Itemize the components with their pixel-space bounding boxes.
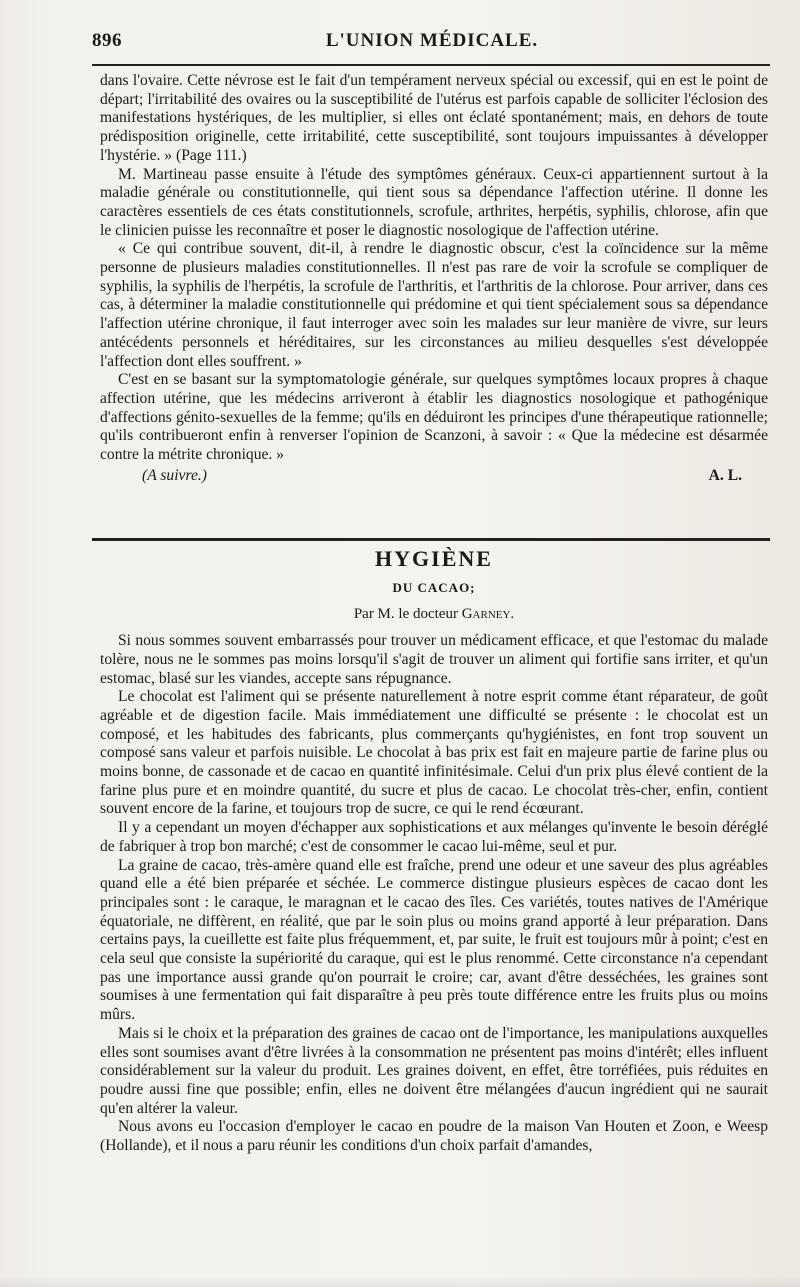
article-paragraph: Le chocolat est l'aliment qui se présente naturellement à notre esprit comme étant réparateur, de goût agréable et de digestion facile. Mais immédiatement une difficulté se présente : le chocolat est un composé, et les habitudes des fabricants, plus commerçants qu'hygiénistes, en font trop souvent un composé sans valeur et parfois nuisible. Le chocolat à bas prix est fait en majeure partie de farine plus ou moins bonne, de cassonade et de cacao en quantité infinitésimale. Celui d'un prix plus élevé contient de la farine plus pure et en moindre quantité, du sucre et plus de cacao. Le chocolat très-cher, enfin, contient souvent encore de la farine, et toujours trop de sucre, ce qui le rend écœurant. xyxy=(100,688,768,818)
hygiene-article xyxy=(100,540,768,1156)
section-title: HYGIÈNE xyxy=(375,546,493,571)
author-initials: A. L. xyxy=(708,466,742,484)
article-paragraph: M. Martineau passe ensuite à l'étude des symptômes généraux. Ceux-ci appartiennent surtout à la maladie générale ou constitutionnelle, qui tient sous sa dépendance l'affection utérine. Il donne les caractères essentiels de ces états constitutionnels, scrofule, arthrites, herpétis, syphilis, chlorose, afin que le clinicien puisse les reconnaître et poser le diagnostic nosologique de l'affection utérine. xyxy=(100,165,768,239)
to-follow-note: (A suivre.) xyxy=(142,466,207,484)
page-number: 896 xyxy=(92,30,122,51)
article-paragraph: « Ce qui contribue souvent, dit-il, à rendre le diagnostic obscur, c'est la coïncidence sur la même personne de plusieurs maladies constitutionnelles. Il n'est pas rare de voir la scrofule se compliquer de syphilis, la syphilis de l'herpétis, la scrofule de l'arthritis, et l'arthritis de la chlorose. Pour arriver, dans ces cas, à déterminer la maladie constitutionnelle qui prédomine et qui tient spécialement sous sa dépendance l'affection utérine chronique, il faut interroger avec soin les malades sur leur manière de vivre, sur leurs antécédents personnels et héréditaires, sur les circonstances au milieu desquelles s'est développée l'affection dont elles souffrent. » xyxy=(100,240,768,370)
header-rule xyxy=(92,64,770,66)
article-subtitle: DU CACAO; xyxy=(392,579,476,595)
article-paragraph: C'est en se basant sur la symptomatologie générale, sur quelques symptômes locaux propres à chaque affection utérine, que les médecins arriveront à établir les diagnostics nosologique et pathogénique d'affections génito-sexuelles de la femme; qu'ils en déduiront les principes d'une thérapeutique rationnelle; qu'ils contribueront enfin à renverser l'opinion de Scanzoni, à savoir : « Que la médecine est désarmée contre la métrite chronique. » xyxy=(100,371,768,464)
page-edge-shadow xyxy=(0,1275,800,1287)
author-prefix: Par M. le docteur xyxy=(353,606,458,623)
page-header xyxy=(92,30,772,58)
article-paragraph: Nous avons eu l'occasion d'employer le cacao en poudre de la maison Van Houten et Zoon, e Weesp (Hollande), et il nous a paru réunir les conditions d'un choix parfait d'amandes, xyxy=(100,1118,768,1155)
article-paragraph: Si nous sommes souvent embarrassés pour trouver un médicament efficace, et que l'estomac du malade tolère, nous ne le sommes pas moins lorsqu'il s'agit de trouver un aliment qui fortifie sans irriter, et qu'un estomac, blasé sur les viandes, accepte sans répugnance. xyxy=(100,632,768,687)
running-title: L'UNION MÉDICALE. xyxy=(325,30,539,51)
first-article xyxy=(100,72,768,485)
article-paragraph: Mais si le choix et la préparation des graines de cacao ont de l'importance, les manipulations auxquelles elles sont soumises avant d'être livrées à la consommation ne présentent pas moins d'intérêt; elles influent considérablement sur la valeur du produit. Les graines doivent, en effet, être torréfiées, puis réduites en poudre aussi fine que possible; enfin, elles ne doivent être mélangées d'aucun ingrédient qui ne saurait qu'en altérer la valeur. xyxy=(100,1024,768,1117)
author-name: Garney. xyxy=(461,606,515,623)
article-paragraph: dans l'ovaire. Cette névrose est le fait d'un tempérament nerveux spécial ou excessif, qui en est le point de départ; l'irritabilité des ovaires ou la susceptibilité de l'utérus est parfois capable de solliciter l'éclosion des manifestations hystériques, de les multiplier, si elles ont éclaté spontanément; mais, en dehors de toute prédisposition originelle, cette irritabilité, cette susceptibilité, sont toujours impuissantes à développer l'hystérie. » (Page 111.) xyxy=(100,72,768,164)
article-paragraph: Il y a cependant un moyen d'échapper aux sophistications et aux mélanges qu'invente le besoin déréglé de fabriquer à trop bon marché; c'est de consommer le cacao lui-même, seul et pur. xyxy=(100,819,768,855)
article-author xyxy=(100,605,768,624)
article-paragraph: La graine de cacao, très-amère quand elle est fraîche, prend une odeur et une saveur des plus agréables quand elle a été bien préparée et séchée. Le commerce distingue plusieurs espèces de cacao dont les principales sont : le caraque, le maragnan et le cacao des îles. Ces variétés, toutes natives de l'Amérique équatoriale, ne diffèrent, en réalité, que par le soin plus ou moins grand apporté à leur préparation. Dans certains pays, la cueillette est faite plus fréquemment, et, par suite, le fruit est toujours mûr à point; c'est en cela seul que consiste la supériorité du caraque, qui est le plus renommé. Cette circonstance n'a cependant pas une importance aussi grande qu'on pourrait le croire; car, avant d'être desséchées, les graines sont soumises à une fermentation qui fait disparaître à peu près toute différence entre les fruits plus ou moins mûrs. xyxy=(100,856,768,1024)
article-signature xyxy=(100,465,768,486)
